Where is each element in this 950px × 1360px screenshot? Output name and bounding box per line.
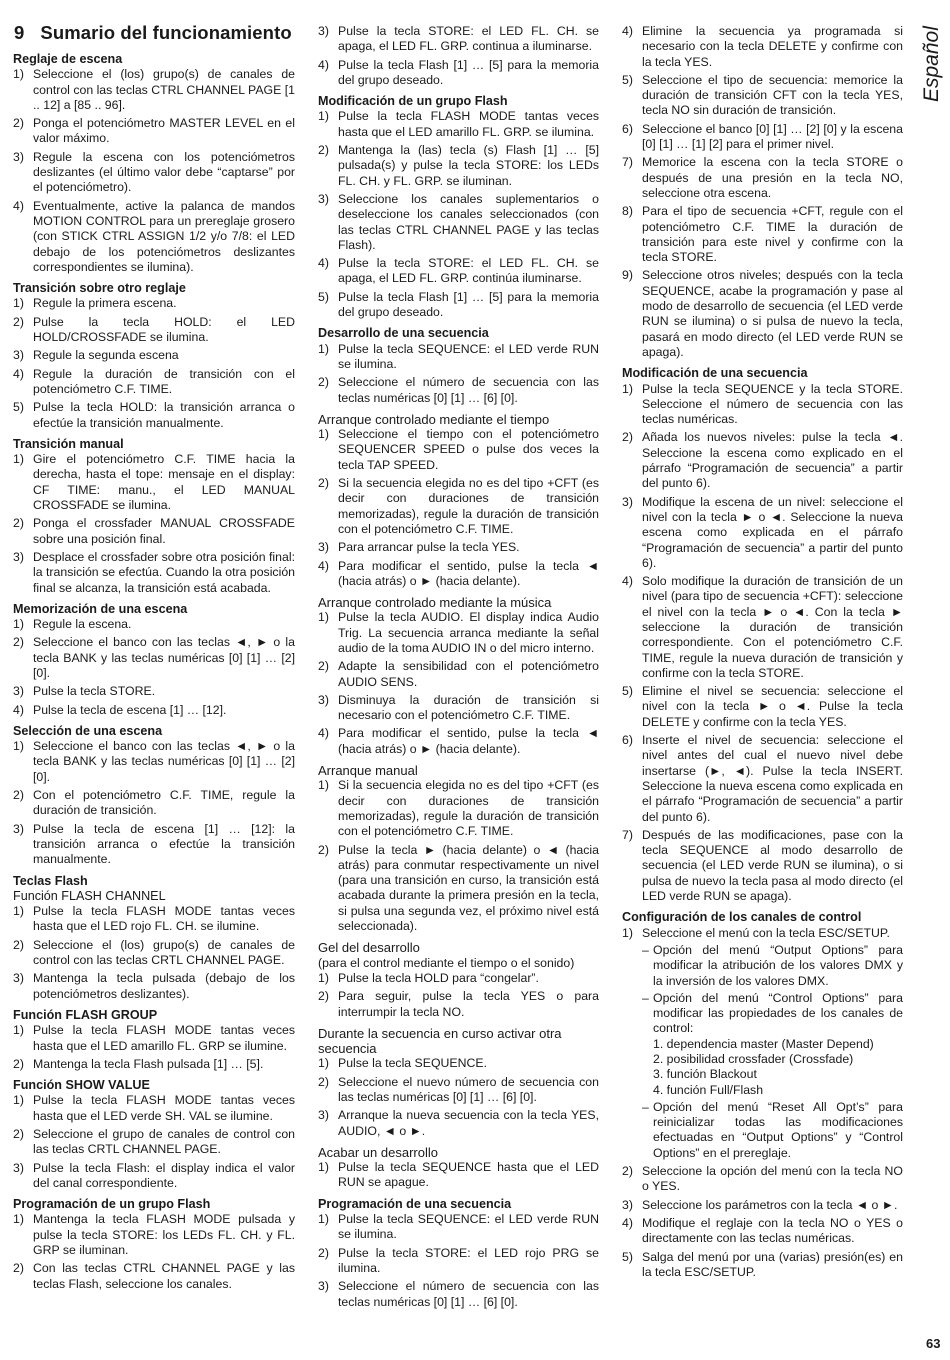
- step-text: Para modificar el sentido, pulse la tecla ◄ (hacia atrás) o ► (hacia delante).: [338, 558, 599, 588]
- step-item: [13, 1057, 295, 1072]
- step-list: [318, 1212, 599, 1310]
- dash-marker: –: [642, 1099, 649, 1114]
- step-number: 1): [622, 381, 633, 396]
- section-heading: Programación de un grupo Flash: [13, 1197, 211, 1212]
- step-number: 9): [622, 268, 633, 283]
- section-heading: Arranque controlado mediante el tiempo: [318, 411, 550, 427]
- step-item: [318, 1056, 599, 1071]
- step-number: 4): [318, 57, 329, 72]
- step-number: 5): [318, 289, 329, 304]
- step-item: [13, 1161, 295, 1192]
- step-number: 6): [622, 733, 633, 748]
- step-item: [318, 1212, 599, 1243]
- step-text: Memorice la escena con la tecla STORE o después de una presión en la tecla NO, seleccione otra escena.: [642, 155, 903, 200]
- step-list: [318, 109, 599, 320]
- step-item: [318, 843, 599, 935]
- step-number: 2): [13, 1056, 24, 1071]
- step-number: 1): [622, 925, 633, 940]
- step-text: Pulse la tecla FLASH MODE tantas veces hasta que el LED amarillo FL. GRP. se ilumina.: [338, 109, 599, 139]
- step-list: [622, 382, 903, 905]
- step-number: 3): [13, 971, 24, 986]
- step-item: [622, 155, 903, 201]
- step-text: Pulse la tecla HOLD: la transición arranca o efectúe la transición manualmente.: [33, 400, 295, 430]
- step-item: [622, 684, 903, 730]
- step-text: Mantenga la tecla FLASH MODE pulsada y pulse la tecla STORE: los LEDs FL. CH. y FL. GRP se iluminan.: [33, 1212, 295, 1258]
- step-text: Pulse la tecla HOLD para “congelar”.: [338, 970, 539, 985]
- step-list: [318, 971, 599, 1020]
- step-number: 3): [318, 24, 329, 38]
- step-text: Seleccione el (los) grupo(s) de canales de control con las teclas CRTL CHANNEL PAGE.: [33, 937, 295, 968]
- page-title: [14, 22, 292, 44]
- step-item: [13, 367, 295, 398]
- step-text: Seleccione el banco [0] [1] … [2] [0] y la escena [0] [1] … [1] [2] para el primer nivel.: [642, 121, 903, 152]
- step-number: 2): [13, 516, 24, 531]
- step-item: [13, 348, 295, 363]
- option-list: [642, 943, 903, 1161]
- step-number: 4): [13, 198, 24, 213]
- step-item: [13, 400, 295, 431]
- step-item: [318, 256, 599, 287]
- section-heading: Teclas Flash: [13, 873, 88, 888]
- step-number: 4): [622, 574, 633, 589]
- step-item: [318, 1246, 599, 1277]
- step-item: [318, 1108, 599, 1139]
- step-text: Regule la primera escena.: [33, 296, 177, 311]
- step-item: [318, 693, 599, 724]
- step-item: [622, 828, 903, 904]
- step-text: Seleccione el tipo de secuencia: memorice la duración de transición CFT con la tecla YES, tecla NO sin duración de transición.: [642, 72, 903, 118]
- step-text: Para arrancar pulse la tecla YES.: [338, 540, 520, 555]
- step-number: 7): [622, 827, 633, 842]
- step-text: Pulse la tecla de escena [1] … [12]: la transición arranca o efectúe la transición manualmente.: [33, 821, 295, 867]
- step-text: Elimine el nivel se secuencia: seleccione el nivel con la tecla ► o ◄. Pulse la tecla DELETE y confirme con la tecla YES.: [642, 684, 903, 729]
- step-number: 5): [622, 72, 633, 87]
- dash-marker: –: [642, 990, 649, 1005]
- section-heading: Desarrollo de una secuencia: [318, 326, 489, 341]
- step-number: 1): [318, 427, 329, 442]
- option-subitem: 4. función Full/Flash: [653, 1082, 764, 1097]
- step-number: 3): [13, 549, 24, 564]
- chapter-number: 9: [14, 22, 25, 43]
- step-number: 4): [622, 1215, 633, 1230]
- step-text: Seleccione el (los) grupo(s) de canales de control con las teclas CTRL CHANNEL PAGE [1 .. 12] a [85 .. 96].: [33, 67, 295, 112]
- step-item: [622, 574, 903, 681]
- step-item: [13, 938, 295, 969]
- step-text: Para el tipo de secuencia +CFT, regule con el potenciómetro C.F. TIME la duración de transición para este nivel y confirme con la tecla STORE.: [642, 204, 903, 265]
- step-text: Regule la duración de transición con el potenciómetro C.F. TIME.: [33, 366, 295, 396]
- step-text: Ponga el potenciómetro MASTER LEVEL en el valor máximo.: [33, 116, 295, 146]
- step-text: Arranque la nueva secuencia con la tecla YES, AUDIO, ◄ o ►.: [338, 1108, 599, 1138]
- step-item: [622, 733, 903, 825]
- step-item: [318, 143, 599, 189]
- step-number: 8): [622, 204, 633, 219]
- step-text: Seleccione el banco con las teclas ◄, ► o la tecla BANK y las teclas numéricas [0] [1] … [2] [0].: [33, 635, 295, 680]
- step-item: [13, 1212, 295, 1258]
- step-number: 2): [318, 659, 329, 674]
- step-text: Regule la escena.: [33, 617, 132, 632]
- step-list: [13, 1023, 295, 1072]
- section-heading: Configuración de los canales de control: [622, 910, 862, 925]
- step-number: 3): [622, 1197, 633, 1212]
- step-item: [622, 204, 903, 265]
- dash-marker: –: [642, 942, 649, 957]
- step-number: 5): [13, 400, 24, 415]
- step-text: Pulse la tecla SEQUENCE y la tecla STORE. Seleccione el número de secuencia con las teclas numéricas.: [642, 381, 903, 427]
- step-text: Modifique la escena de un nivel: seleccione el nivel con la tecla ► o ◄. Seleccione la nueva escena como explicada en el párrafo “Programación de secuencia” a partir del punto 6).: [642, 494, 903, 570]
- step-item: [13, 1127, 295, 1158]
- step-item: [13, 1261, 295, 1292]
- step-number: 5): [622, 1249, 633, 1264]
- step-text: Seleccione el menú con la tecla ESC/SETUP.: [642, 925, 890, 940]
- step-number: 2): [13, 1261, 24, 1276]
- step-number: 3): [318, 540, 329, 555]
- step-item: [13, 116, 295, 147]
- step-text: Eventualmente, active la palanca de mandos MOTION CONTROL para un prereglaje grosero (con STICK CTRL ASSIGN 1/2 y/o 7/8: el LED debajo de los potenciómetros deslizantes correspondientes se ilumina).: [33, 198, 295, 274]
- step-item: [13, 452, 295, 513]
- step-number: 3): [13, 149, 24, 164]
- step-list: [13, 296, 295, 430]
- step-list: [622, 926, 903, 1281]
- step-number: 2): [13, 788, 24, 803]
- step-text: Elimine la secuencia ya programada si necesario con la tecla DELETE y confirme con la tecla YES.: [642, 24, 903, 69]
- section-heading: Reglaje de escena: [13, 52, 123, 66]
- step-number: 2): [318, 476, 329, 491]
- step-number: 1): [318, 1160, 329, 1175]
- column-1: [13, 52, 295, 1295]
- step-text: Mantenga la tecla Flash pulsada [1] … [5].: [33, 1056, 264, 1071]
- step-number: 2): [13, 635, 24, 650]
- step-item: [318, 58, 599, 89]
- step-item: [622, 430, 903, 491]
- step-number: 1): [13, 67, 24, 82]
- step-list: [13, 1212, 295, 1291]
- step-number: 1): [318, 970, 329, 985]
- step-number: 2): [318, 842, 329, 857]
- section-heading: Acabar un desarrollo: [318, 1144, 438, 1160]
- step-item: [13, 67, 295, 113]
- step-text: Pulse la tecla FLASH MODE tantas veces hasta que el LED amarillo FL. GRP se ilumine.: [33, 1023, 295, 1053]
- section-subheading: Función FLASH CHANNEL: [13, 888, 166, 903]
- step-text: Regule la escena con los potenciómetros deslizantes (el último valor debe “captarse” por el potenciómetro).: [33, 149, 295, 195]
- step-number: 2): [318, 1245, 329, 1260]
- step-item: [13, 516, 295, 547]
- step-number: 1): [13, 617, 24, 632]
- step-text: Desplace el crossfader sobre otra posición final: la transición se efectúa. Cuando la otra posición final se alcanza, la transición está acabada.: [33, 549, 295, 595]
- step-item: [622, 382, 903, 428]
- step-text: Para modificar el sentido, pulse la tecla ◄ (hacia atrás) o ► (hacia delante).: [338, 726, 599, 756]
- step-number: 3): [318, 692, 329, 707]
- step-text: Con las teclas CTRL CHANNEL PAGE y las teclas Flash, seleccione los canales.: [33, 1261, 295, 1291]
- step-text: Pulse la tecla Flash [1] … [5] para la memoria del grupo deseado.: [338, 289, 599, 320]
- step-item: [13, 315, 295, 346]
- step-number: 4): [318, 726, 329, 741]
- step-item: [318, 1075, 599, 1106]
- step-list: [13, 617, 295, 718]
- step-item: [13, 904, 295, 935]
- step-text: Seleccione el número de secuencia con las teclas numéricas [0] [1] … [6] [0].: [338, 1279, 599, 1309]
- step-item: [13, 635, 295, 681]
- step-item: [13, 199, 295, 275]
- step-item: [13, 788, 295, 819]
- step-item: [622, 495, 903, 571]
- step-text: Pulse la tecla STORE.: [33, 684, 156, 699]
- step-list: [318, 1056, 599, 1138]
- step-text: Pulse la tecla SEQUENCE: el LED verde RUN se ilumina.: [338, 1212, 599, 1242]
- step-item: [13, 150, 295, 196]
- step-text: Seleccione el grupo de canales de control con las teclas CRTL CHANNEL PAGE.: [33, 1127, 295, 1157]
- step-item: [318, 726, 599, 757]
- option-item: [642, 943, 903, 989]
- step-item: [13, 684, 295, 699]
- section-heading: Selección de una escena: [13, 723, 163, 738]
- step-number: 1): [318, 1212, 329, 1227]
- step-list: [318, 778, 599, 934]
- section-heading: Transición manual: [13, 436, 124, 451]
- step-item: [318, 1279, 599, 1310]
- column-2: [318, 24, 599, 1313]
- step-item: [622, 122, 903, 153]
- step-text: Seleccione otros niveles; después con la tecla SEQUENCE, acabe la programación y pase al modo de desarrollo de secuencia (el LED verde RUN se ilumina) o si pulsa de nuevo la tecla, pasará en modo directo (el LED verde RUN se apaga).: [642, 268, 903, 359]
- page-number: 63: [926, 1336, 941, 1351]
- step-text: Adapte la sensibilidad con el potenciómetro AUDIO SENS.: [338, 659, 599, 689]
- step-number: 4): [318, 558, 329, 573]
- option-text: Opción del menú “Output Options” para modificar la atribución de los valores DMX y la inversión de los valores DMX.: [653, 942, 903, 988]
- step-item: [622, 926, 903, 1161]
- step-text: Pulse la tecla Flash [1] … [5] para la memoria del grupo deseado.: [338, 57, 599, 87]
- step-item: [318, 342, 599, 373]
- step-text: Pulse la tecla AUDIO. El display indica Audio Trig. La secuencia arranca mediante la señal audio de la toma AUDIO IN o del micro interno.: [338, 610, 599, 655]
- step-item: [622, 24, 903, 70]
- step-number: 2): [318, 375, 329, 390]
- step-text: Pulse la tecla HOLD: el LED HOLD/CROSSFADE se ilumina.: [33, 314, 295, 345]
- step-item: [318, 375, 599, 406]
- section-heading: Memorización de una escena: [13, 601, 188, 616]
- step-text: Pulse la tecla STORE: el LED rojo PRG se ilumina.: [338, 1245, 599, 1275]
- step-item: [622, 268, 903, 360]
- step-list: [318, 427, 599, 589]
- step-item: [13, 296, 295, 311]
- step-item: [318, 24, 599, 55]
- step-number: 3): [318, 1108, 329, 1123]
- step-text: Seleccione los canales suplementarios o deseleccione los canales seleccionados (con las teclas CTRL CHANNEL PAGE y las teclas Flash).: [338, 191, 599, 252]
- step-text: Inserte el nivel de secuencia: seleccione el nivel antes del cual el nuevo nivel debe insertarse (►, ◄). Pulse la tecla INSERT. Seleccione la nueva escena como explicada en el párrafo “Programación de secuencia” a partir del punto 6).: [642, 733, 903, 824]
- step-text: Pulse la tecla STORE: el LED FL. CH. se apaga, el LED FL. GRP. continúa iluminarse.: [338, 256, 599, 286]
- step-text: Disminuya la duración de transición si necesario con el potenciómetro C.F. TIME.: [338, 692, 599, 723]
- step-text: Pulse la tecla FLASH MODE tantas veces hasta que el LED rojo FL. CH. se ilumine.: [33, 904, 295, 934]
- step-text: Pulse la tecla ► (hacia delante) o ◄ (hacia atrás) para conmutar respectivamente un nivel (para una transición en curso, la transición está acabada durante la primera presión en la tecla, si pulsa una segunda vez, el próximo nivel está seleccionada).: [338, 842, 599, 934]
- section-heading: Programación de una secuencia: [318, 1196, 512, 1211]
- step-item: [13, 739, 295, 785]
- section-heading: Función SHOW VALUE: [13, 1078, 150, 1093]
- step-list: [318, 1160, 599, 1191]
- step-number: 4): [13, 366, 24, 381]
- step-list: [13, 1093, 295, 1191]
- step-text: Pulse la tecla SEQUENCE: el LED verde RUN se ilumina.: [338, 341, 599, 371]
- step-number: 2): [318, 989, 329, 1004]
- step-item: [318, 109, 599, 140]
- step-number: 2): [13, 937, 24, 952]
- step-list: [318, 342, 599, 406]
- step-list: [13, 452, 295, 596]
- step-number: 2): [318, 1074, 329, 1089]
- step-item: [13, 550, 295, 596]
- step-number: 1): [13, 739, 24, 754]
- step-item: [13, 1023, 295, 1054]
- option-item: [642, 991, 903, 1098]
- step-text: Con el potenciómetro C.F. TIME, regule la duración de transición.: [33, 788, 295, 818]
- step-text: Gire el potenciómetro C.F. TIME hacia la derecha, hasta el tope: mensaje en el display: CF TIME: manu., el LED MANUAL CROSSFADE se ilumina.: [33, 452, 295, 513]
- step-text: Salga del menú por una (varias) presión(es) en la tecla ESC/SETUP.: [642, 1249, 903, 1279]
- option-text: Opción del menú “Reset All Opt’s” para reinicializar todas las modificaciones efectuadas en “Output Options” y “Control Options” en el prereglaje.: [653, 1099, 903, 1160]
- step-item: [318, 476, 599, 537]
- step-number: 4): [622, 24, 633, 38]
- step-text: Añada los nuevos niveles: pulse la tecla ◄. Seleccione la escena como explicado en el párrafo “Programación de secuencia” a partir del punto 6).: [642, 430, 903, 491]
- option-item: [642, 1100, 903, 1161]
- step-number: 1): [318, 109, 329, 124]
- step-item: [318, 610, 599, 656]
- step-text: Pulse la tecla de escena [1] … [12].: [33, 702, 227, 717]
- section-subheading: (para el control mediante el tiempo o el sonido): [318, 955, 575, 970]
- section-heading: Durante la secuencia en curso activar otra secuencia: [318, 1025, 562, 1057]
- step-number: 4): [318, 256, 329, 271]
- step-item: [318, 192, 599, 253]
- step-text: Seleccione la opción del menú con la tecla NO o YES.: [642, 1164, 903, 1194]
- step-number: 2): [622, 430, 633, 445]
- step-number: 1): [13, 452, 24, 467]
- step-list: [13, 739, 295, 867]
- step-text: Seleccione el banco con las teclas ◄, ► o la tecla BANK y las teclas numéricas [0] [1] … [2] [0].: [33, 739, 295, 784]
- step-item: [318, 1160, 599, 1191]
- step-number: 2): [13, 1127, 24, 1141]
- step-item: [318, 659, 599, 690]
- column-3: [622, 24, 903, 1283]
- step-number: 2): [318, 143, 329, 158]
- step-number: 1): [318, 341, 329, 356]
- step-text: Si la secuencia elegida no es del tipo +CFT (es decir con duraciones de transición memorizadas), regule la duración de transición con el potenciómetro C.F. TIME.: [338, 778, 599, 839]
- step-item: [318, 559, 599, 590]
- step-text: Pulse la tecla FLASH MODE tantas veces hasta que el LED verde SH. VAL se ilumine.: [33, 1093, 295, 1123]
- step-text: Seleccione el nuevo número de secuencia con las teclas numéricas [0] [1] … [6] [0].: [338, 1074, 599, 1104]
- step-number: 3): [13, 1160, 24, 1175]
- step-item: [318, 989, 599, 1020]
- step-number: 1): [13, 1023, 24, 1038]
- step-item: [318, 778, 599, 839]
- step-number: 7): [622, 155, 633, 170]
- step-number: 4): [13, 702, 24, 717]
- step-item: [622, 73, 903, 119]
- option-text: Opción del menú “Control Options” para modificar las propiedades de los canales de control:: [653, 990, 903, 1036]
- step-number: 6): [622, 121, 633, 136]
- option-subitem: 1. dependencia master (Master Depend): [653, 1036, 874, 1051]
- step-text: Mantenga la (las) tecla (s) Flash [1] … [5] pulsada(s) y pulse la tecla STORE: los LEDs FL. CH. y FL. GRP. se iluminan.: [338, 143, 599, 188]
- step-text: Regule la segunda escena: [33, 348, 179, 363]
- section-heading: Transición sobre otro reglaje: [13, 281, 186, 296]
- step-number: 5): [622, 684, 633, 699]
- step-number: 1): [318, 610, 329, 625]
- step-item: [13, 703, 295, 718]
- step-number: 3): [622, 494, 633, 509]
- step-item: [13, 1093, 295, 1124]
- step-text: Modifique el reglaje con la tecla NO o YES o directamente con las teclas numéricas.: [642, 1215, 903, 1246]
- step-item: [13, 822, 295, 868]
- section-heading: Modificación de un grupo Flash: [318, 94, 508, 109]
- step-number: 2): [13, 314, 24, 329]
- step-text: Si la secuencia elegida no es del tipo +CFT (es decir con duraciones de transición memorizadas), regule la duración de transición con el potenciómetro C.F. TIME.: [338, 476, 599, 536]
- chapter-title: Sumario del funcionamiento: [40, 22, 292, 43]
- step-number: 3): [318, 191, 329, 206]
- step-text: Seleccione el tiempo con el potenciómetro SEQUENCER SPEED o pulse dos veces la tecla TAP SPEED.: [338, 427, 599, 472]
- step-item: [622, 1216, 903, 1247]
- section-heading: Arranque controlado mediante la música: [318, 595, 552, 611]
- step-list: [13, 904, 295, 1002]
- step-text: Pulse la tecla SEQUENCE hasta que el LED RUN se apague.: [338, 1160, 599, 1190]
- step-number: 2): [13, 116, 24, 131]
- step-text: Solo modifique la duración de transición de un nivel (para tipo de secuencia +CFT): seleccione el nivel con la tecla ► o ◄. Con la tecla ► seleccione la duración de transición correspondiente. Con el potenciómetro C.F. TIME, regule la nueva duración de transición y confirme con la tecla STORE.: [642, 574, 903, 680]
- step-text: Pulse la tecla Flash: el display indica el valor del canal correspondiente.: [33, 1160, 295, 1190]
- step-list: [318, 610, 599, 757]
- step-text: Mantenga la tecla pulsada (debajo de los potenciómetros deslizantes).: [33, 971, 295, 1001]
- step-text: Ponga el crossfader MANUAL CROSSFADE sobre una posición final.: [33, 516, 295, 546]
- step-number: 3): [13, 348, 24, 363]
- section-heading: Función FLASH GROUP: [13, 1007, 158, 1022]
- step-item: [13, 617, 295, 632]
- section-heading: Modificación de una secuencia: [622, 366, 808, 381]
- step-number: 3): [13, 684, 24, 699]
- step-text: Seleccione los parámetros con la tecla ◄ o ►.: [642, 1197, 898, 1212]
- step-number: 1): [13, 1212, 24, 1227]
- step-item: [622, 1164, 903, 1195]
- step-text: Para seguir, pulse la tecla YES o para interrumpir la tecla NO.: [338, 989, 599, 1019]
- step-number: 1): [13, 1093, 24, 1108]
- step-list: [13, 67, 295, 275]
- step-number: 1): [318, 1056, 329, 1071]
- step-list: [622, 24, 903, 360]
- step-item: [622, 1250, 903, 1281]
- option-subitem: 3. función Blackout: [653, 1067, 757, 1082]
- step-text: Seleccione el número de secuencia con las teclas numéricas [0] [1] … [6] [0].: [338, 375, 599, 405]
- step-item: [318, 427, 599, 473]
- step-item: [13, 971, 295, 1002]
- step-text: Después de las modificaciones, pase con la tecla SEQUENCE al modo desarrollo de secuencia (el LED verde RUN se ilumina), o si pulsa de nuevo la tecla pasa al modo directo (el LED verde RUN se apaga).: [642, 827, 903, 904]
- language-tab: Español: [920, 26, 943, 102]
- step-list: [318, 24, 599, 88]
- step-number: 1): [13, 904, 24, 919]
- option-subitem: 2. posibilidad crossfader (Crossfade): [653, 1052, 854, 1066]
- step-number: 2): [622, 1164, 633, 1179]
- step-item: [318, 290, 599, 321]
- step-text: Pulse la tecla SEQUENCE.: [338, 1056, 487, 1071]
- section-heading: Gel del desarrollo: [318, 940, 420, 956]
- step-item: [318, 540, 599, 555]
- step-number: 1): [318, 778, 329, 793]
- option-sublist: [653, 1037, 903, 1098]
- step-number: 1): [13, 296, 24, 311]
- step-number: 3): [13, 821, 24, 836]
- step-text: Pulse la tecla STORE: el LED FL. CH. se apaga, el LED FL. GRP. continua a iluminarse.: [338, 24, 599, 54]
- section-heading: Arranque manual: [318, 763, 418, 779]
- step-number: 3): [318, 1279, 329, 1294]
- step-item: [318, 971, 599, 986]
- step-item: [622, 1198, 903, 1213]
